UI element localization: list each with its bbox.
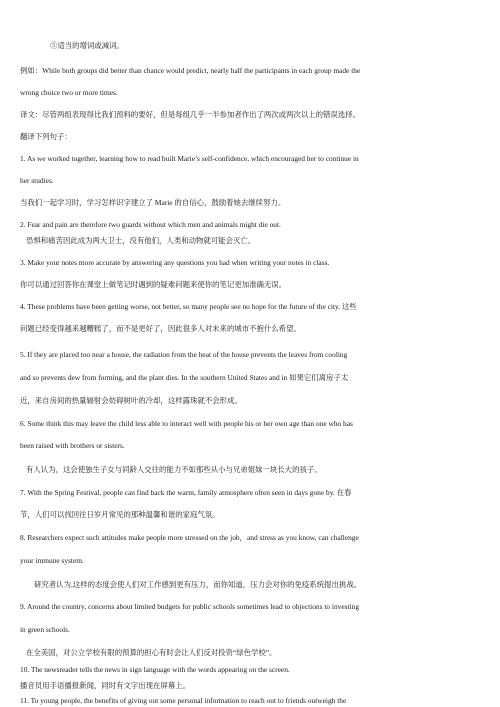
sentence-2: 2. Fear and pain are therefore two guards without which men and animals might die out. (20, 220, 281, 229)
sentence-1-line-2: her studies. (20, 176, 54, 185)
sentence-8-line-1: 8. Researchers expect such attitudes make people more stressed on the job，and stress as you know, can challenge (20, 533, 359, 542)
sentence-4-line-2: 问题已经变得越来越糟糕了，而不是更好了，因此很多人对未来的城市不抱什么希望。 (20, 324, 301, 333)
translation-6: 有人认为，这会使独生子女与同龄人交往的能力不如那些从小与兄弟姐妹一块长大的孩子。 (26, 465, 322, 474)
example-line-2: wrong choice two or more times. (20, 88, 118, 97)
sentence-8-line-2: your immune system. (20, 556, 84, 565)
sentence-10: 10. The newsreader tells the news in sign language with the words appearing on the screen. (20, 665, 290, 674)
translation-2: 恐惧和痛苦因此成为两大卫士，没有他们，人类和动物就可能会灭亡。 (26, 236, 256, 245)
translation-10: 播音员用手语播报新闻，同时有文字出现在屏幕上。 (20, 681, 190, 690)
sentence-5-line-3: 近，来自房间的热量辐射会妨碍树叶的冷却，这样露珠就不会形成。 (20, 396, 242, 405)
sentence-5-line-1: 5. If they are placed too near a house, the radiation from the heat of the house prevents the leaves from cooling (20, 350, 348, 359)
sentence-3: 3. Make your notes more accurate by answering any questions you had when writing your notes in class. (20, 258, 330, 267)
sentence-7-line-2: 节，人们可以找回往日岁月常见的那种温馨和谐的家庭气氛。 (20, 510, 220, 519)
example-translation: 译文：尽管两组表现得比我们预料的要好，但是每组几乎一半参加者作出了两次或两次以上的错误选择。 (20, 110, 360, 119)
translation-1: 当我们一起学习时，学习怎样识字建立了 Marie 的自信心，鼓励着她去继续努力。 (20, 198, 286, 207)
tip-heading: ⑤适当的增词或减词。 (50, 41, 124, 50)
sentence-6-line-2: been raised with brothers or sisters. (20, 441, 125, 450)
translation-3: 你可以通过回答你在课堂上做笔记时遇到的疑难问题来使你的笔记更加准确无误。 (20, 280, 287, 289)
sentence-6-line-1: 6. Some think this may leave the child less able to interact well with people his or her own age than one who has (20, 419, 353, 428)
sentence-9-line-1: 9. Around the country, concerns about limited budgets for public schools sometimes lead to objections to investing (20, 602, 360, 611)
exercise-heading: 翻译下列句子： (20, 132, 72, 141)
translation-9: 在全美国，对公立学校有限的预算的担心有时会让人们反对投资“绿色学校”。 (26, 648, 277, 657)
sentence-1-line-1: 1. As we worked together, learning how to read built Marie’s self-confidence, which encouraged her to continue in (20, 154, 359, 163)
sentence-4-line-1: 4. These problems have been getting worse, not better, so many people see no hope for the future of the city. 这些 (20, 302, 357, 311)
translation-8: 研究者认为,这样的态度会使人们对工作感到更有压力，而你知道，压力会对你的免疫系统提出挑战。 (34, 580, 362, 589)
sentence-5-line-2: and so prevents dew from forming, and the plant dies. In the southern United States and in 如果它们离房子太 (20, 373, 349, 382)
example-line-1: 例如：While both groups did better than chance would predict, nearly half the participants in each group made the (20, 66, 361, 75)
sentence-7-line-1: 7. With the Spring Festival, people can find back the warm, family atmosphere often seen in days gone by. 在春 (20, 488, 352, 497)
sentence-11-line-1: 11. To young people, the benefits of giving out some personal information to reach out to friends outweigh the (20, 696, 347, 705)
sentence-9-line-2: in green schools. (20, 625, 70, 634)
